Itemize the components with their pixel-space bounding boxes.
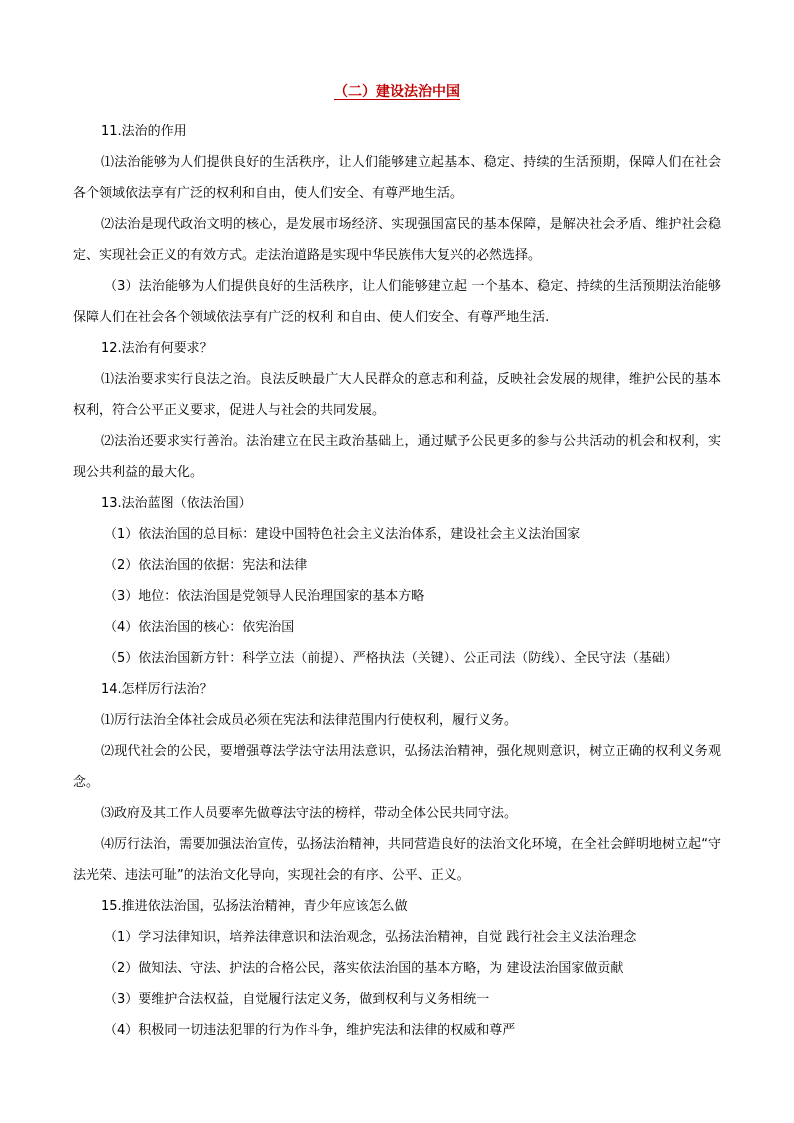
answer-paragraph: ⑶政府及其工作人员要率先做尊法守法的榜样，带动全体公民共同守法。 <box>101 806 518 821</box>
answer-paragraph: ⑵法治还要求实行善治。法治建立在民主政治基础上，通过赋予公民更多的参与公共活动的机会和权利，实现公共利益的最大化。 <box>73 434 721 480</box>
answer-paragraph: ⑴法治要求实行良法之治。良法反映最广大人民群众的意志和利益，反映社会发展的规律，维护公民的基本权利，符合公平正义要求，促进人与社会的共同发展。 <box>73 372 721 418</box>
answer-paragraph: ⑵现代社会的公民，要增强尊法学法守法用法意识，弘扬法治精神，强化规则意识，树立正确的权利义务观念。 <box>73 744 721 790</box>
question-heading: 14.怎样厉行法治？ <box>101 682 213 697</box>
list-item: （5）依法治国新方针：科学立法（前提）、严格执法（关键）、公正司法（防线）、全民守法（基础） <box>104 651 678 666</box>
list-item: （1）学习法律知识，培养法律意识和法治观念，弘扬法治精神，自觉 践行社会主义法治理念 <box>104 930 637 945</box>
list-item: （4）依法治国的核心：依宪治国 <box>104 620 295 635</box>
answer-paragraph: ⑴厉行法治全体社会成员必须在宪法和法律范围内行使权利，履行义务。 <box>101 713 518 728</box>
question-heading: 11.法治的作用 <box>101 124 187 139</box>
list-item: （3）要维护合法权益，自觉履行法定义务，做到权利与义务相统一 <box>104 992 490 1007</box>
question-heading: 13.法治蓝图（依法治国） <box>101 496 252 511</box>
question-heading: 15.推进依法治国，弘扬法治精神，青少年应该怎么做 <box>101 899 408 914</box>
section-title: （二）建设法治中国 <box>334 84 460 100</box>
answer-paragraph: （3）法治能够为人们提供良好的生活秩序，让人们能够建立起 一个基本、稳定、持续的生活预期法治能够保障人们在社会各个领域依法享有广泛的权利 和自由、使人们安全、有尊严地生活. <box>73 279 721 325</box>
list-item: （1）依法治国的总目标：建设中国特色社会主义法治体系，建设社会主义法治国家 <box>104 527 581 542</box>
answer-paragraph: ⑴法治能够为人们提供良好的生活秩序，让人们能够建立起基本、稳定、持续的生活预期，保障人们在社会各个领域依法享有广泛的权利和自由，使人们安全、有尊严地生活。 <box>73 155 721 201</box>
question-heading: 12.法治有何要求？ <box>101 341 213 356</box>
document-body <box>73 116 721 1046</box>
list-item: （3）地位：依法治国是党领导人民治理国家的基本方略 <box>104 589 425 604</box>
list-item: （2）依法治国的依据：宪法和法律 <box>104 558 308 573</box>
list-item: （4）积极同一切违法犯罪的行为作斗争，维护宪法和法律的权威和尊严 <box>104 1023 516 1038</box>
answer-paragraph: ⑵法治是现代政治文明的核心，是发展市场经济、实现强国富民的基本保障，是解决社会矛盾、维护社会稳定、实现社会正义的有效方式。走法治道路是实现中华民族伟大复兴的必然选择。 <box>73 217 721 263</box>
answer-paragraph: ⑷厉行法治，需要加强法治宣传，弘扬法治精神，共同营造良好的法治文化环境，在全社会鲜明地树立起“守法光荣、违法可耻”的法治文化导向，实现社会的有序、公平、正义。 <box>73 837 721 883</box>
list-item: （2）做知法、守法、护法的合格公民，落实依法治国的基本方略，为 建设法治国家做贡献 <box>104 961 624 976</box>
